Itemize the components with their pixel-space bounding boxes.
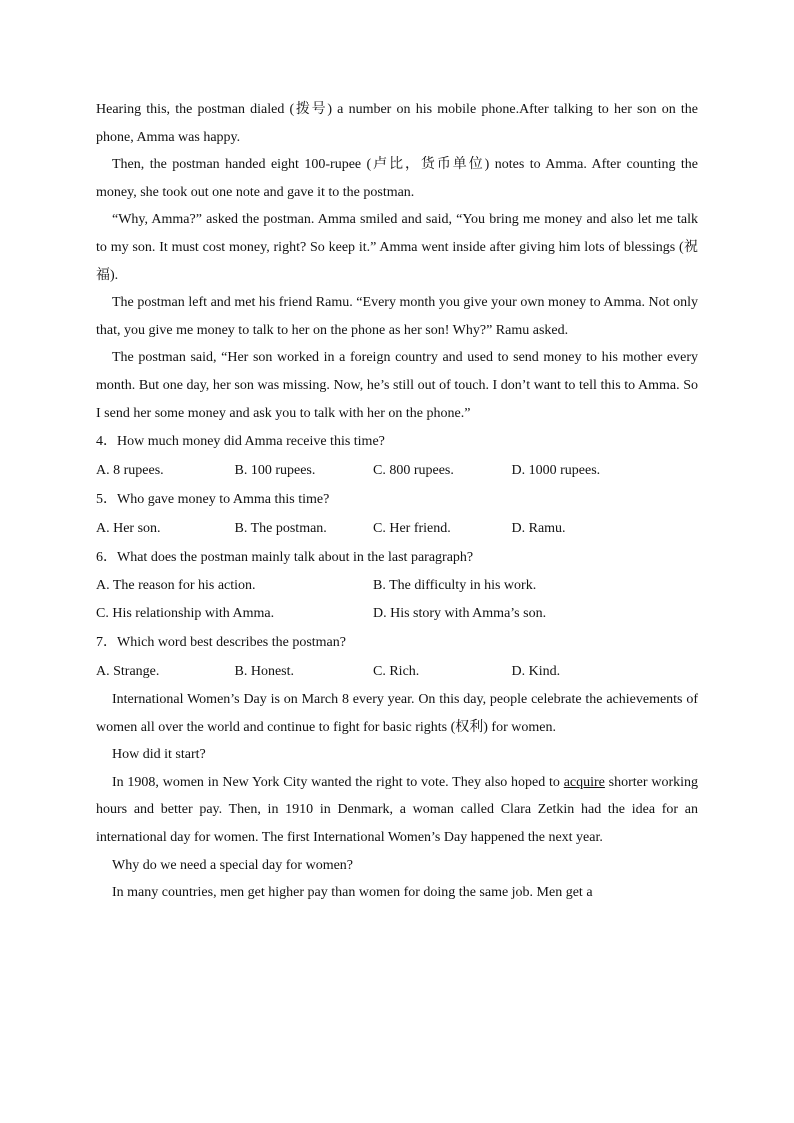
question-block — [96, 628, 698, 686]
option: D. 1000 rupees. — [511, 462, 601, 478]
option: A. Strange. — [96, 663, 160, 679]
question-stem: 6．What does the postman mainly talk about in the last paragraph? — [96, 550, 474, 566]
paragraph: Then, the postman handed eight 100-rupee (卢比，货币单位) notes to Amma. After counting the money, she took out one note and gave it to the postman. — [96, 157, 698, 200]
option: A. The reason for his action. — [96, 577, 256, 593]
option: D. His story with Amma’s son. — [373, 605, 547, 621]
question-block — [96, 427, 698, 485]
question-block — [96, 543, 698, 628]
option: B. Honest. — [234, 663, 294, 679]
option: B. The postman. — [234, 520, 327, 536]
paragraph: The postman left and met his friend Ramu. “Every month you give your own money to Amma. Not only that, you give me money to talk to her on the phone as her son! Why?” Ramu asked. — [96, 295, 698, 338]
option: C. 800 rupees. — [373, 462, 454, 478]
section-heading: How did it start? — [112, 747, 206, 763]
section-heading: Why do we need a special day for women? — [112, 857, 354, 873]
text-run: shorter working hours and better pay. Then, in 1910 in Denmark, a woman called Clara Zetkin had the idea for an international day for women. The first International Women’s Day happened the next year. — [96, 774, 698, 845]
paragraph: In many countries, men get higher pay than women for doing the same job. Men get a — [112, 885, 593, 901]
option: A. Her son. — [96, 520, 161, 536]
options-row — [96, 600, 698, 628]
option: C. Rich. — [373, 663, 420, 679]
paragraph: International Women’s Day is on March 8 every year. On this day, people celebrate the achievements of women all over the world and continue to fight for basic rights (权利) for women. — [96, 692, 698, 735]
option: B. The difficulty in his work. — [373, 577, 537, 593]
text-run: In 1908, women in New York City wanted the right to vote. They also hoped to — [112, 774, 564, 790]
option: D. Kind. — [511, 663, 561, 679]
option: D. Ramu. — [511, 520, 566, 536]
question-stem: 5．Who gave money to Amma this time? — [96, 492, 330, 508]
paragraph: The postman said, “Her son worked in a foreign country and used to send money to his mother every month. But one day, her son was missing. Now, he’s still out of touch. I don’t want to tell this to Amma. So I send her some money and ask you to talk with her on the phone.” — [96, 350, 698, 421]
options-row — [96, 572, 698, 600]
paragraph — [96, 769, 698, 852]
option: C. His relationship with Amma. — [96, 605, 275, 621]
paragraph: “Why, Amma?” asked the postman. Amma smiled and said, “You bring me money and also let me talk to my son. It must cost money, right? So keep it.” Amma went inside after giving him lots of blessings (祝福). — [96, 212, 698, 283]
options-row — [96, 657, 698, 687]
underlined-word: acquire — [563, 774, 605, 790]
question-stem: 4．How much money did Amma receive this time? — [96, 434, 385, 450]
options-row — [96, 456, 698, 486]
option: A. 8 rupees. — [96, 462, 164, 478]
options-row — [96, 514, 698, 544]
question-stem: 7．Which word best describes the postman? — [96, 634, 346, 650]
document-page — [96, 96, 698, 907]
option: C. Her friend. — [373, 520, 451, 536]
option: B. 100 rupees. — [234, 462, 316, 478]
paragraph: Hearing this, the postman dialed (拨号) a number on his mobile phone.After talking to her son on the phone, Amma was happy. — [96, 102, 698, 145]
question-block — [96, 485, 698, 543]
